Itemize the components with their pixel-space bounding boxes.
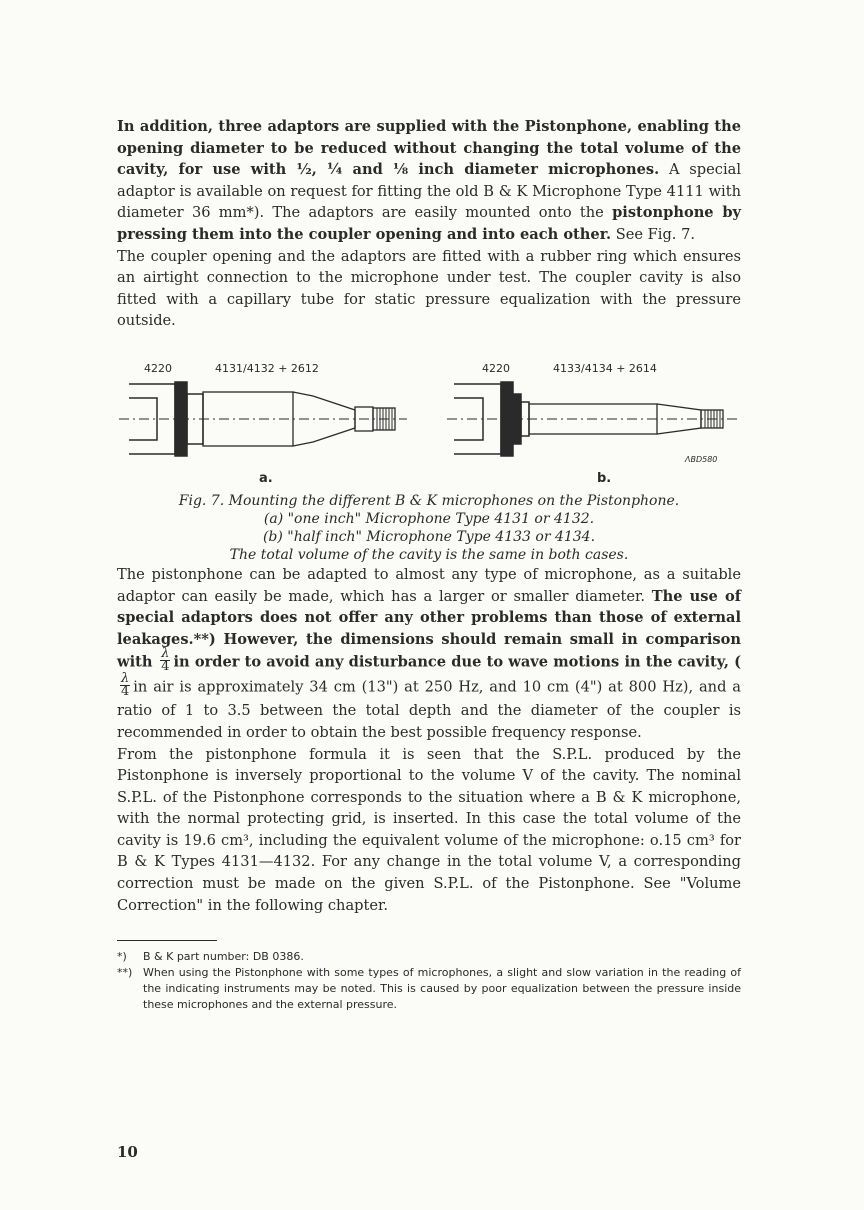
paragraph-adaptors-part-a: In addition, three adaptors are supplied with the Pistonphone, enabling the opening diameter to be reduced without changing the total volume of the cavity, for use with ½, ¼ and ⅛ inch diameter microphones. [117, 118, 741, 179]
right-label-mic: 4133/4134 + 2614 [553, 361, 657, 375]
paragraph-adaptors-part-c: pistonphone by pressing them into the coupler opening and into each other. [117, 204, 741, 243]
footnote-2-text: When using the Pistonphone with some types of microphones, a slight and slow variation in the reading of the indicating instruments may be noted. This is caused by poor equalization between the pressure inside these microphones and the external pressure. [143, 966, 741, 1012]
left-label-mic: 4131/4132 + 2612 [215, 361, 319, 375]
fraction-denominator: 4 [161, 659, 170, 675]
paragraph-special-part-d: in air is approximately 34 cm (13") at 250 Hz, and 10 cm (4") at 800 Hz), and a ratio of 1 to 3.5 between the total depth and the diameter of the coupler is recommended in order to obtain the best possible frequency response. [117, 678, 741, 741]
figure-code: ɅBD580 [685, 454, 718, 464]
paragraph-coupler: The coupler opening and the adaptors are fitted with a rubber ring which ensures an airtight connection to the microphone under test. The coupler cavity is also fitted with a capillary tube for static pressure equalization with the pressure outside. [117, 247, 741, 330]
fraction-numerator: λ [161, 646, 170, 662]
caption-line-4: The total volume of the cavity is the same in both cases. [229, 546, 629, 563]
paragraph-special-part-a: The pistonphone can be adapted to almost any type of microphone, as a suitable adaptor can easily be made, which has a larger or smaller diameter. [117, 565, 741, 605]
paragraph-special-part-c: in order to avoid any disturbance due to wave motions in the cavity, ( [173, 653, 741, 671]
fraction-lambda-over-4 [160, 648, 170, 673]
fraction-denominator-second: 4 [120, 684, 130, 700]
page-content [117, 116, 741, 1013]
paragraph-special-adaptors [117, 564, 741, 744]
footnote-1-text: B & K part number: DB 0386. [143, 950, 304, 964]
left-sub-label: a. [259, 470, 273, 486]
paragraph-adaptors [117, 116, 741, 246]
left-label-model: 4220 [144, 361, 172, 375]
fraction-lambda-over-4-second [120, 673, 130, 698]
footnote-2-mark: **) [117, 966, 133, 980]
paragraph-formula: From the pistonphone formula it is seen that the S.P.L. produced by the Pistonphone is inversely proportional to the volume V of the cavity. The nominal S.P.L. of the Pistonphone corresponds to the situation where a B & K microphone, with the normal protecting grid, is inserted. In this case the total volume of the cavity is 19.6 cm³, including the equivalent volume of the microphone: o.15 cm³ for B & K Types 4131—4132. For any change in the total volume V, a corresponding correction must be made on the given S.P.L. of the Pistonphone. See "Volume Correction" in the following chapter. [117, 745, 741, 914]
footnote-1 [117, 949, 741, 965]
paragraph-adaptors-part-b: A special adaptor is available on request for fitting the old B & K Microphone Type 4111 with diameter 36 mm*). The adaptors are easily mounted onto the [117, 161, 741, 222]
figure-mounting-diagram [117, 358, 741, 490]
right-label-model: 4220 [482, 361, 510, 375]
footnotes [117, 940, 741, 1013]
paragraph-adaptors-part-d: See Fig. 7. [611, 225, 696, 243]
footnote-1-mark: *) [117, 950, 127, 964]
footnote-2 [117, 965, 741, 1013]
fraction-numerator-second: λ [121, 671, 130, 687]
mounting-diagram [117, 358, 741, 490]
caption-line-1: Fig. 7. Mounting the different B & K microphones on the Pistonphone. [178, 492, 680, 509]
paragraph-special-part-b: The use of special adaptors does not offer any other problems than those of external leakages.**) However, the dimensions should remain small in comparison with [117, 587, 741, 671]
page-number: 10 [117, 1143, 138, 1161]
caption-line-2: (a) "one inch" Microphone Type 4131 or 4132. [263, 510, 595, 527]
caption-line-3: (b) "half inch" Microphone Type 4133 or 4134. [262, 528, 596, 545]
right-sub-label: b. [597, 470, 612, 486]
figure-caption [117, 492, 741, 564]
footnote-rule [117, 940, 217, 941]
